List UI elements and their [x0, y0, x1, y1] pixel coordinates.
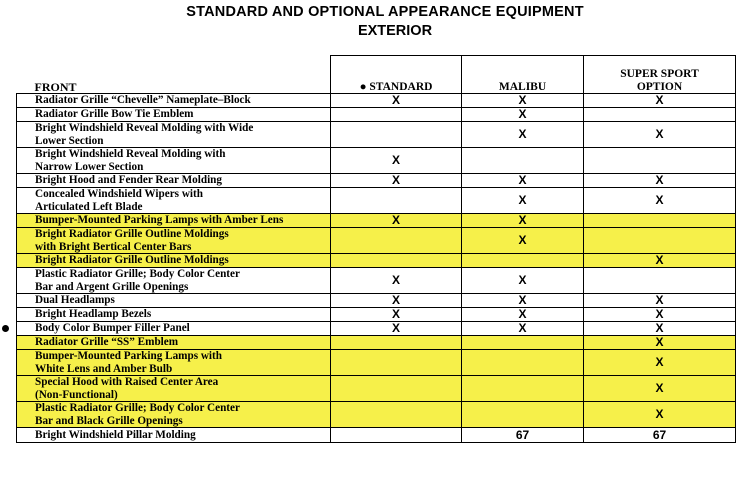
- cell-standard: [331, 254, 462, 268]
- row-label: Radiator Grille “Chevelle” Nameplate–Block: [17, 94, 331, 108]
- cell-standard: X: [331, 268, 462, 294]
- cell-malibu: [462, 350, 584, 376]
- cell-ss: X: [584, 94, 736, 108]
- row-label: Radiator Grille “SS” Emblem: [17, 336, 331, 350]
- cell-malibu: X: [462, 228, 584, 254]
- table-row: [17, 148, 736, 174]
- cell-ss: X: [584, 402, 736, 428]
- cell-ss: [584, 108, 736, 122]
- cell-malibu: [462, 148, 584, 174]
- cell-malibu: X: [462, 108, 584, 122]
- table-row: [17, 188, 736, 214]
- cell-standard: X: [331, 294, 462, 308]
- table-row: [17, 108, 736, 122]
- table-row: [17, 402, 736, 428]
- cell-standard: [331, 108, 462, 122]
- table-row: [17, 322, 736, 336]
- document-subtitle: EXTERIOR: [357, 23, 433, 39]
- table-row: [17, 214, 736, 228]
- cell-ss: [584, 228, 736, 254]
- cell-ss: [584, 214, 736, 228]
- cell-standard: X: [331, 214, 462, 228]
- cell-standard: [331, 122, 462, 148]
- cell-malibu: X: [462, 268, 584, 294]
- cell-malibu: X: [462, 214, 584, 228]
- cell-standard: [331, 402, 462, 428]
- cell-standard: X: [331, 174, 462, 188]
- cell-standard: X: [331, 322, 462, 336]
- cell-standard: [331, 188, 462, 214]
- cell-standard: [331, 350, 462, 376]
- row-label: Radiator Grille Bow Tie Emblem: [17, 108, 331, 122]
- row-label: Bright Windshield Reveal Molding with Narrow Lower Section: [17, 148, 331, 174]
- row-label: Dual Headlamps: [17, 294, 331, 308]
- cell-malibu: [462, 254, 584, 268]
- column-header-standard: ● STANDARD: [331, 56, 462, 94]
- cell-malibu: X: [462, 174, 584, 188]
- row-label: Bright Headlamp Bezels: [17, 308, 331, 322]
- table-row: [17, 376, 736, 402]
- cell-standard: X: [331, 94, 462, 108]
- table-row: [17, 308, 736, 322]
- row-label: Bright Windshield Reveal Molding with Wide Lower Section: [17, 122, 331, 148]
- row-label: Bright Hood and Fender Rear Molding: [17, 174, 331, 188]
- cell-ss: X: [584, 308, 736, 322]
- row-label: Special Hood with Raised Center Area (Non-Functional): [17, 376, 331, 402]
- bullet-marker: [2, 325, 9, 332]
- cell-ss: X: [584, 254, 736, 268]
- row-label: Bumper-Mounted Parking Lamps with Amber Lens: [17, 214, 331, 228]
- table-row: [17, 428, 736, 443]
- row-label: Body Color Bumper Filler Panel: [17, 322, 331, 336]
- document-title: STANDARD AND OPTIONAL APPEARANCE EQUIPMENT: [186, 4, 584, 20]
- row-label: Plastic Radiator Grille; Body Color Center Bar and Argent Grille Openings: [17, 268, 331, 294]
- equipment-table: [16, 55, 736, 443]
- cell-malibu: X: [462, 94, 584, 108]
- column-header-super-sport: SUPER SPORT OPTION: [584, 56, 736, 94]
- table-row: [17, 268, 736, 294]
- table-row: [17, 294, 736, 308]
- cell-standard: X: [331, 308, 462, 322]
- column-header-malibu: MALIBU: [462, 56, 584, 94]
- row-label: Concealed Windshield Wipers with Articulated Left Blade: [17, 188, 331, 214]
- row-label: Bumper-Mounted Parking Lamps with White Lens and Amber Bulb: [17, 350, 331, 376]
- row-label: Plastic Radiator Grille; Body Color Center Bar and Black Grille Openings: [17, 402, 331, 428]
- table-row: [17, 174, 736, 188]
- cell-ss: X: [584, 188, 736, 214]
- cell-standard: [331, 228, 462, 254]
- cell-ss: X: [584, 122, 736, 148]
- cell-malibu: X: [462, 308, 584, 322]
- cell-malibu: [462, 376, 584, 402]
- cell-ss: [584, 148, 736, 174]
- cell-ss: 67: [584, 428, 736, 443]
- table-row: [17, 254, 736, 268]
- row-label: Bright Windshield Pillar Molding: [17, 428, 331, 443]
- cell-ss: X: [584, 350, 736, 376]
- cell-ss: X: [584, 376, 736, 402]
- cell-malibu: [462, 402, 584, 428]
- table-row: [17, 228, 736, 254]
- cell-standard: [331, 428, 462, 443]
- cell-standard: [331, 336, 462, 350]
- cell-malibu: X: [462, 122, 584, 148]
- table-row: [17, 122, 736, 148]
- cell-malibu: [462, 336, 584, 350]
- cell-ss: X: [584, 174, 736, 188]
- cell-malibu: X: [462, 322, 584, 336]
- cell-standard: X: [331, 148, 462, 174]
- cell-standard: [331, 376, 462, 402]
- section-label: FRONT: [17, 56, 331, 94]
- table-row: [17, 336, 736, 350]
- row-label: Bright Radiator Grille Outline Moldings: [17, 254, 331, 268]
- cell-malibu: X: [462, 294, 584, 308]
- cell-ss: X: [584, 322, 736, 336]
- table-row: [17, 94, 736, 108]
- cell-ss: X: [584, 294, 736, 308]
- cell-malibu: 67: [462, 428, 584, 443]
- cell-malibu: X: [462, 188, 584, 214]
- table-row: [17, 350, 736, 376]
- row-label: Bright Radiator Grille Outline Moldings with Bright Bertical Center Bars: [17, 228, 331, 254]
- cell-ss: [584, 268, 736, 294]
- cell-ss: X: [584, 336, 736, 350]
